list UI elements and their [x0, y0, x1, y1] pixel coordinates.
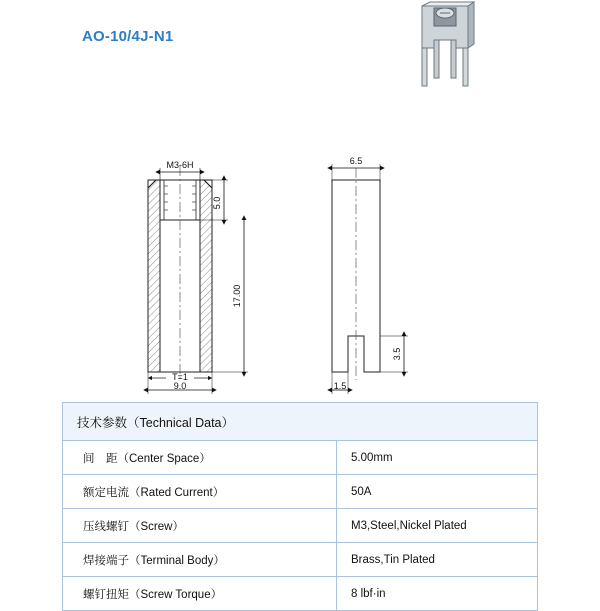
table-row	[63, 543, 538, 577]
table-row	[63, 475, 538, 509]
row-value-terminal-body: Brass,Tin Plated	[337, 543, 538, 577]
dim-1-5: 1.5	[333, 381, 347, 391]
row-value-screw: M3,Steel,Nickel Plated	[337, 509, 538, 543]
row-label-rated-current: 额定电流（Rated Current）	[63, 475, 337, 509]
row-label-terminal-body: 焊接端子（Terminal Body）	[63, 543, 337, 577]
dim-t-1: T=1	[172, 372, 188, 382]
technical-data-table	[62, 402, 538, 611]
connector-photo	[410, 0, 480, 92]
dim-5-0: 5.0	[212, 196, 222, 210]
row-value-rated-current: 50A	[337, 475, 538, 509]
front-section-view	[148, 160, 248, 394]
connector-3d-preview-icon	[410, 0, 480, 92]
table-row	[63, 441, 538, 475]
engineering-drawing	[0, 140, 600, 400]
table-row	[63, 509, 538, 543]
dim-3-5: 3.5	[392, 347, 402, 361]
dim-17-00: 17.00	[232, 284, 242, 308]
dim-thread-callout: M3-6H	[166, 160, 194, 170]
row-value-center-space: 5.00mm	[337, 441, 538, 475]
side-view	[332, 156, 408, 394]
row-label-screw: 压线螺钉（Screw）	[63, 509, 337, 543]
dim-6-5: 6.5	[349, 156, 363, 166]
dim-9-0: 9.0	[173, 381, 187, 391]
table-row	[63, 577, 538, 611]
page-title: AO-10/4J-N1	[82, 28, 174, 45]
row-label-center-space: 间 距（Center Space）	[63, 441, 337, 475]
table-header-row	[63, 403, 538, 441]
row-label-screw-torque: 螺钉扭矩（Screw Torque）	[63, 577, 337, 611]
drawing-svg	[0, 140, 600, 400]
row-value-screw-torque: 8 lbf·in	[337, 577, 538, 611]
table-header-cell: 技术参数（Technical Data）	[63, 403, 538, 441]
